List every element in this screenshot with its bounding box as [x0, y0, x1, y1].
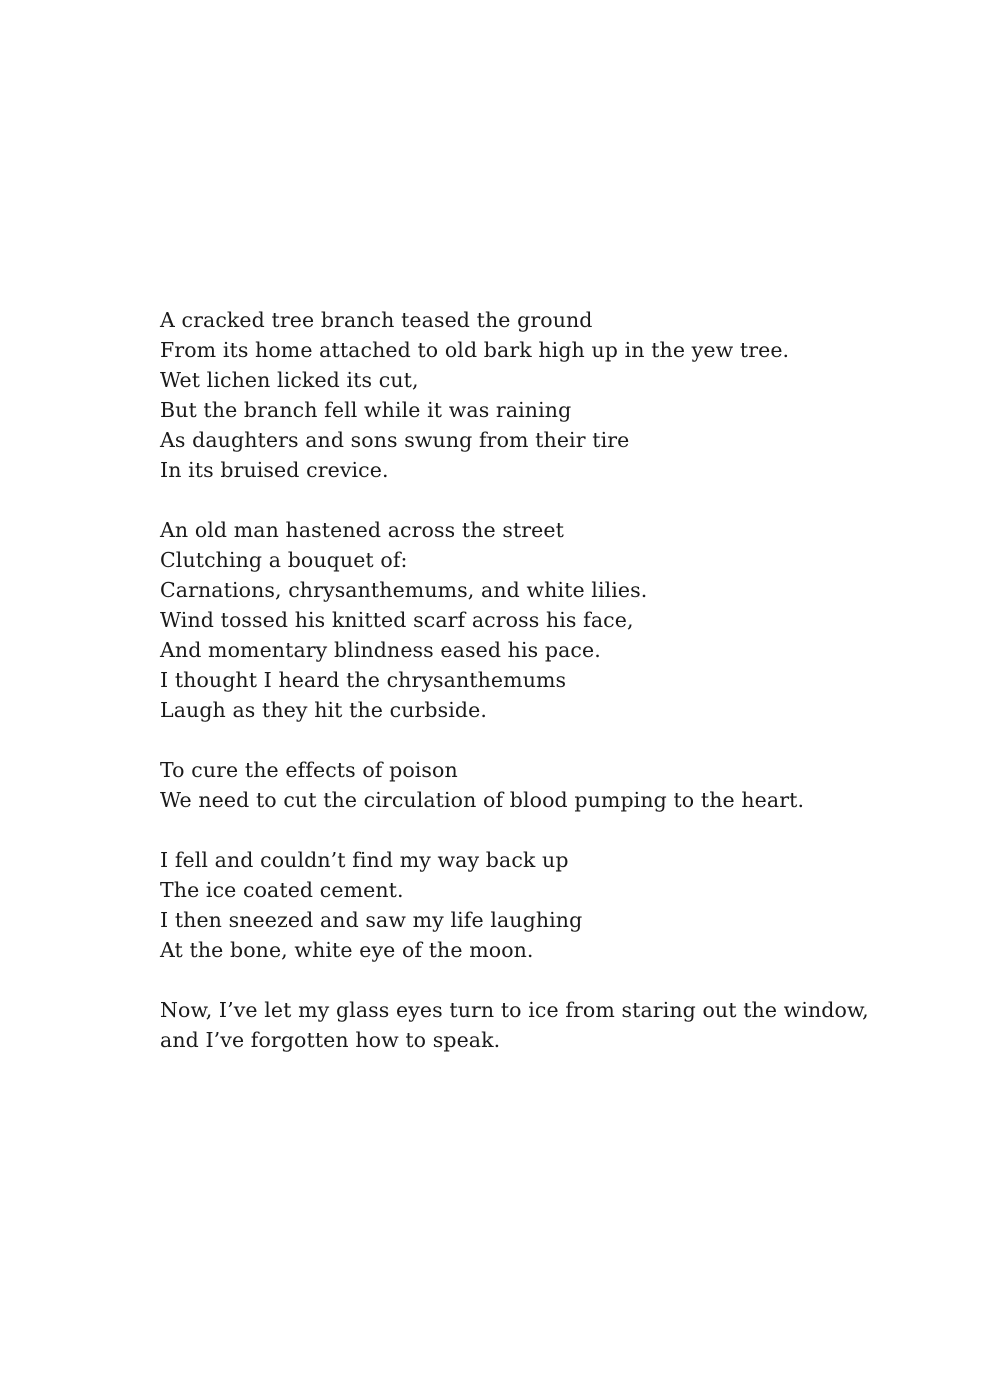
poem-line: We need to cut the circulation of blood pumping to the heart. — [160, 788, 805, 812]
poem-line: And momentary blindness eased his pace. — [160, 638, 601, 662]
poem-line: Clutching a bouquet of: — [160, 548, 408, 572]
stanza-2 — [160, 515, 920, 725]
poem-body — [160, 305, 920, 1085]
poem-line: Wet lichen licked its cut, — [160, 368, 419, 392]
poem-line: As daughters and sons swung from their tire — [160, 428, 630, 452]
poem-line: A cracked tree branch teased the ground — [160, 308, 593, 332]
poem-line: In its bruised crevice. — [160, 458, 389, 482]
stanza-4 — [160, 845, 920, 965]
poem-line: I thought I heard the chrysanthemums — [160, 668, 567, 692]
poem-line: and I’ve forgotten how to speak. — [160, 1028, 501, 1052]
poem-line: Wind tossed his knitted scarf across his face, — [160, 608, 634, 632]
poem-line: I then sneezed and saw my life laughing — [160, 908, 583, 932]
poem-line: The ice coated cement. — [160, 878, 404, 902]
poem-line: Now, I’ve let my glass eyes turn to ice from staring out the window, — [160, 998, 869, 1022]
poem-line: To cure the effects of poison — [160, 758, 458, 782]
stanza-3 — [160, 755, 920, 815]
poem-line: But the branch fell while it was raining — [160, 398, 572, 422]
poem-line: At the bone, white eye of the moon. — [160, 938, 534, 962]
poem-line: Laugh as they hit the curbside. — [160, 698, 487, 722]
poem-line: From its home attached to old bark high up in the yew tree. — [160, 338, 790, 362]
poem-line: I fell and couldn’t find my way back up — [160, 848, 569, 872]
stanza-5 — [160, 995, 920, 1055]
stanza-1 — [160, 305, 920, 485]
poem-line: An old man hastened across the street — [160, 518, 564, 542]
poem-line: Carnations, chrysanthemums, and white lilies. — [160, 578, 648, 602]
